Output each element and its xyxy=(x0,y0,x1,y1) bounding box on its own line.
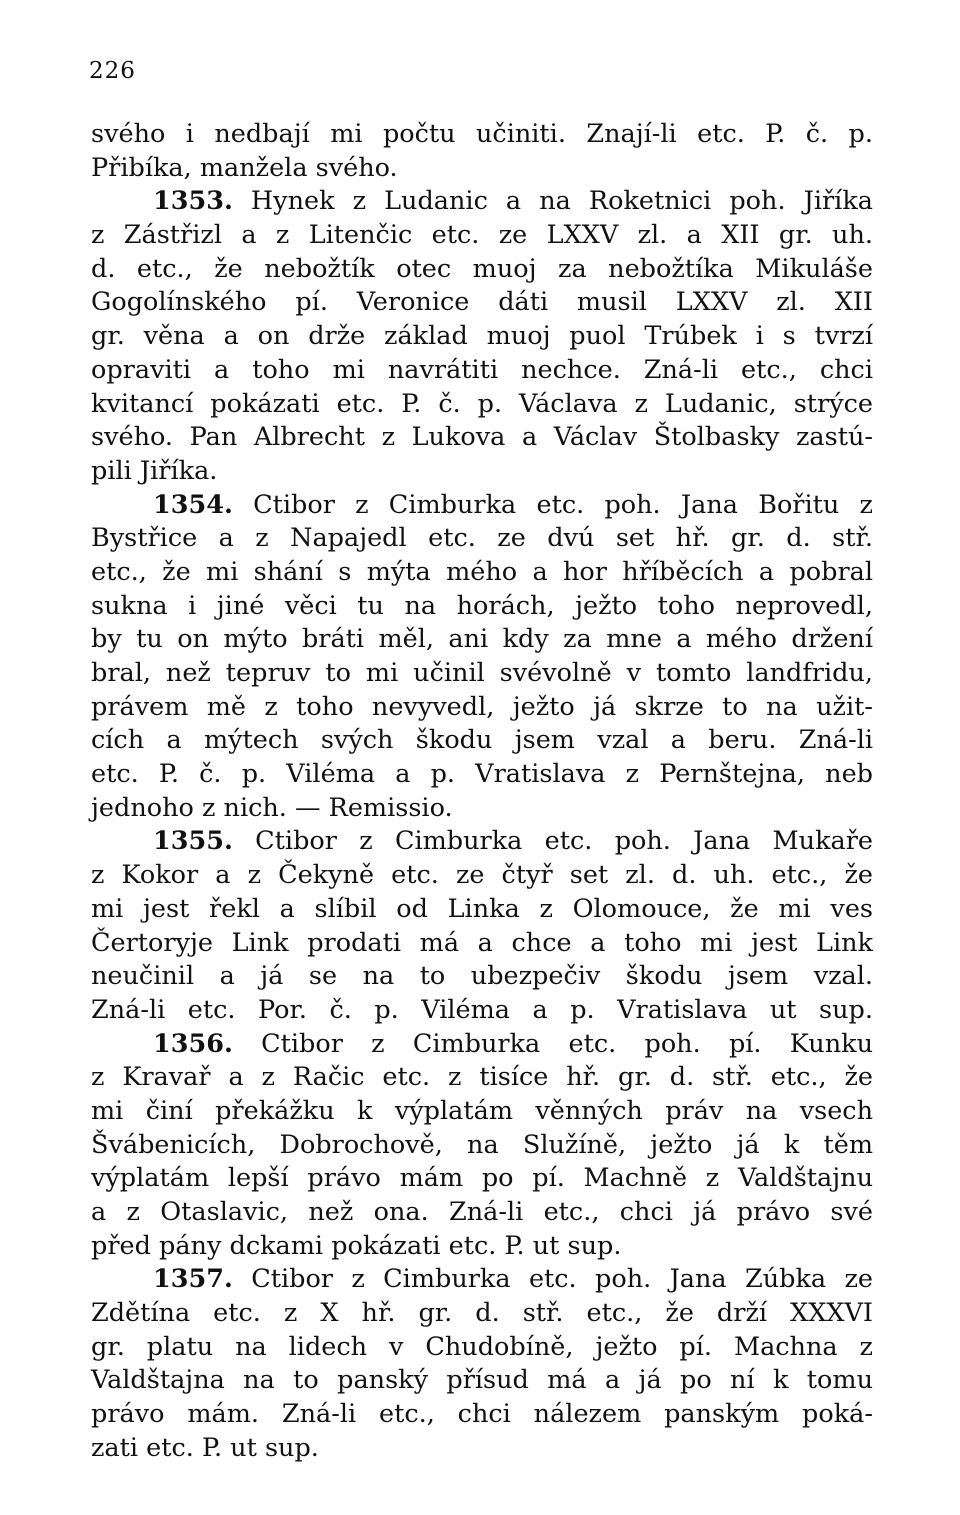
line-text: Ctibor z Cimburka etc. poh. pí. Kunku xyxy=(232,1028,873,1059)
text-line xyxy=(91,657,873,691)
text-line xyxy=(91,1061,873,1095)
line-text: gr. platu na lidech v Chudobíně, ježto pí. Machna z xyxy=(91,1331,873,1362)
text-line xyxy=(91,556,873,590)
text-line xyxy=(91,859,873,893)
line-text: Ctibor z Cimburka etc. poh. Jana Bořitu z xyxy=(232,489,873,520)
line-text: právem mě z toho nevyvedl, ježto já skrze to na užit- xyxy=(91,691,873,722)
line-text: Ctibor z Cimburka etc. poh. Jana Zúbka ze xyxy=(232,1264,873,1295)
line-text: opraviti a toho mi navrátiti nechce. Zná-li etc., chci xyxy=(91,354,873,385)
line-text: Zdětína etc. z X hř. gr. d. stř. etc., že drží XXXVI xyxy=(91,1298,873,1329)
text-line xyxy=(91,691,873,725)
entry-number: 1353. xyxy=(153,186,233,217)
text-line xyxy=(91,1297,873,1331)
line-text: kvitancí pokázati etc. P. č. p. Václava z Ludanic, strýce xyxy=(91,388,873,419)
line-text: výplatám lepší právo mám po pí. Machně z Valdštajnu xyxy=(91,1163,873,1194)
text-line xyxy=(91,421,873,455)
line-text: z Kokor a z Čekyně etc. ze čtyř set zl. d. uh. etc., že xyxy=(91,860,873,891)
text-block xyxy=(91,118,873,1466)
line-text: pili Jiříka. xyxy=(91,455,218,486)
text-line xyxy=(91,724,873,758)
text-line xyxy=(91,927,873,961)
line-text: Švábenicích, Dobrochově, na Služíně, ježto já k těm xyxy=(91,1129,873,1160)
line-text: sukna i jiné věci tu na horách, ježto toho neprovedl, xyxy=(91,590,873,621)
line-text: bral, než tepruv to mi učinil svévolně v tomto landfridu, xyxy=(91,658,873,688)
line-text: jednoho z nich. — Remissio. xyxy=(91,792,453,823)
text-line xyxy=(91,1331,873,1365)
line-text: Zná-li etc. Por. č. p. Viléma a p. Vratislava ut sup. xyxy=(91,994,873,1025)
text-line xyxy=(91,253,873,287)
text-line xyxy=(91,152,873,186)
line-text: gr. věna a on drže základ muoj puol Trúbek i s tvrzí xyxy=(91,321,873,352)
line-text: mi činí překážku k výplatám věnných práv na vsech xyxy=(91,1095,873,1126)
line-text: Gogolínského pí. Veronice dáti musil LXXV zl. XII xyxy=(91,287,873,318)
line-text: z Kravař a z Račic etc. z tisíce hř. gr. d. stř. etc., že xyxy=(91,1062,873,1093)
line-text: Bystřice a z Napajedl etc. ze dvú set hř. gr. d. stř. xyxy=(91,523,873,554)
line-text: etc., že mi shání s mýta mého a hor hříběcích a pobral xyxy=(91,556,873,587)
text-line xyxy=(91,388,873,422)
text-line xyxy=(91,118,873,152)
text-line xyxy=(91,994,873,1028)
entry-number: 1355. xyxy=(153,826,233,857)
text-line xyxy=(91,455,873,489)
line-text: cích a mýtech svých škodu jsem vzal a beru. Zná-li xyxy=(91,725,873,756)
line-text: svého. Pan Albrecht z Lukova a Václav Štolbasky zastú- xyxy=(91,422,873,453)
line-text: neučinil a já se na to ubezpečiv škodu jsem vzal. xyxy=(91,961,873,992)
text-line xyxy=(91,1263,873,1297)
line-text: Přibíka, manžela svého. xyxy=(91,152,398,183)
text-line xyxy=(91,1129,873,1163)
text-line xyxy=(91,1095,873,1129)
line-text: Hynek z Ludanic a na Roketnici poh. Jiříka xyxy=(232,186,873,217)
page-number: 226 xyxy=(89,58,136,84)
text-line xyxy=(91,286,873,320)
text-line xyxy=(91,1432,873,1466)
text-line xyxy=(91,522,873,556)
text-line xyxy=(91,1162,873,1196)
text-line xyxy=(91,219,873,253)
text-line xyxy=(91,1196,873,1230)
text-line xyxy=(91,489,873,523)
text-line xyxy=(91,590,873,624)
text-line xyxy=(91,893,873,927)
line-text: mi jest řekl a slíbil od Linka z Olomouce, že mi ves xyxy=(91,893,873,924)
text-line xyxy=(91,623,873,657)
line-text: a z Otaslavic, než ona. Zná-li etc., chci já právo své xyxy=(91,1197,873,1227)
line-text: zati etc. P. ut sup. xyxy=(91,1432,319,1463)
text-line xyxy=(91,1398,873,1432)
text-line xyxy=(91,825,873,859)
text-line xyxy=(91,792,873,826)
text-line xyxy=(91,1364,873,1398)
line-text: právo mám. Zná-li etc., chci nálezem panským poká- xyxy=(91,1399,873,1430)
entry-number: 1354. xyxy=(153,489,233,520)
line-text: Ctibor z Cimburka etc. poh. Jana Mukaře xyxy=(232,826,873,857)
line-text: svého i nedbají mi počtu učiniti. Znají-li etc. P. č. p. xyxy=(91,119,873,149)
line-text: d. etc., že nebožtík otec muoj za nebožtíka Mikuláše xyxy=(91,253,873,284)
line-text: etc. P. č. p. Viléma a p. Vratislava z Pernštejna, neb xyxy=(91,759,873,790)
text-line xyxy=(91,185,873,219)
line-text: Valdštajna na to panský přísud má a já po ní k tomu xyxy=(91,1365,873,1396)
text-line xyxy=(91,1230,873,1264)
text-line xyxy=(91,1028,873,1062)
text-line xyxy=(91,320,873,354)
entry-number: 1356. xyxy=(153,1028,233,1059)
text-line xyxy=(91,354,873,388)
line-text: Čertoryje Link prodati má a chce a toho mi jest Link xyxy=(91,927,873,958)
line-text: by tu on mýto bráti měl, ani kdy za mne a mého držení xyxy=(91,624,873,655)
text-line xyxy=(91,758,873,792)
text-line xyxy=(91,960,873,994)
line-text: před pány dckami pokázati etc. P. ut sup. xyxy=(91,1230,622,1261)
line-text: z Zástřizl a z Litenčic etc. ze LXXV zl. a XII gr. uh. xyxy=(91,220,873,251)
entry-number: 1357. xyxy=(153,1264,233,1295)
